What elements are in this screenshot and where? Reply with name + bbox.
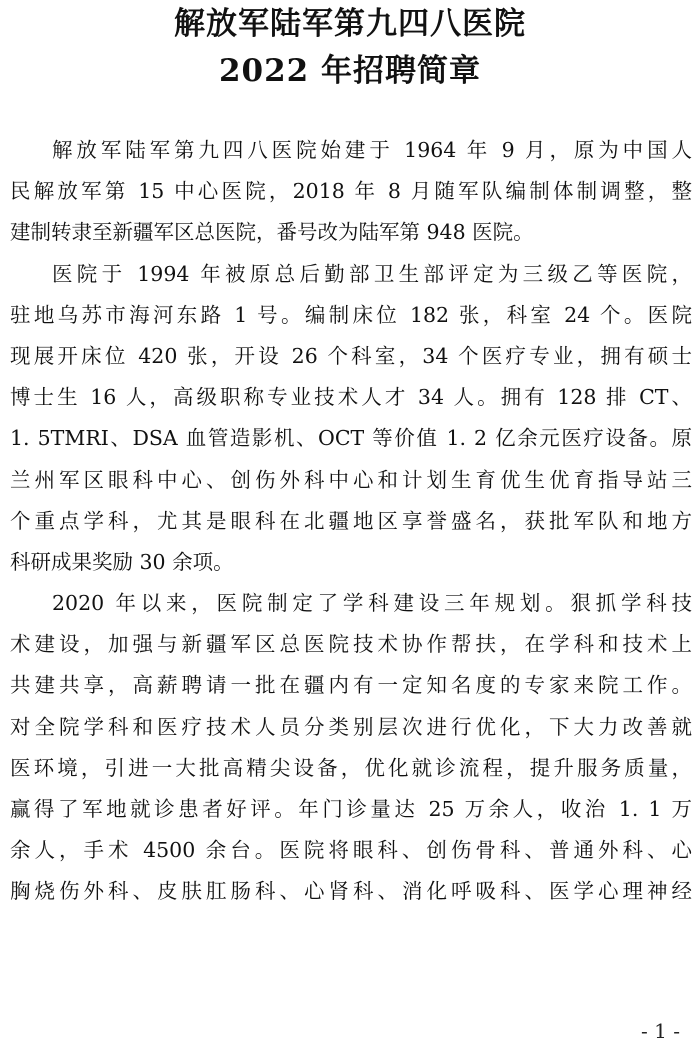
paragraph-3-line-4: 对全院学科和医疗技术人员分类别层次进行优化，下大力改善就	[10, 714, 692, 739]
page-number: - 1 -	[641, 1019, 680, 1043]
paragraph-2-line-4: 博士生 16 人，高级职称专业技术人才 34 人。拥有 128 排 CT、	[10, 385, 692, 410]
paragraph-3-line-8: 胸烧伤外科、皮肤肛肠科、心肾科、消化呼吸科、医学心理神经	[10, 879, 692, 904]
paragraph-3-line-6: 赢得了军地就诊患者好评。年门诊量达 25 万余人，收治 1. 1 万	[10, 797, 692, 821]
paragraph-1-line-2: 民解放军第 15 中心医院，2018 年 8 月随军队编制体制调整，整	[10, 179, 692, 204]
paragraph-2-line-8: 科研成果奖励 30 余项。	[10, 549, 234, 574]
paragraph-3-line-7: 余人，手术 4500 余台。医院将眼科、创伤骨科、普通外科、心	[10, 838, 692, 863]
paragraph-2-line-6: 兰州军区眼科中心、创伤外科中心和计划生育优生优育指导站三	[10, 467, 692, 492]
document-body	[10, 130, 692, 913]
paragraph-3-line-5: 医环境，引进一大批高精尖设备，优化就诊流程，提升服务质量，	[10, 755, 692, 780]
document-subtitle: 2022 年招聘简章	[218, 53, 482, 89]
paragraph-3-line-1: 2020 年以来，医院制定了学科建设三年规划。狠抓学科技	[52, 591, 692, 616]
paragraph-3-line-3: 共建共享，高薪聘请一批在疆内有一定知名度的专家来院工作。	[10, 673, 692, 698]
paragraph-2-line-1: 医院于 1994 年被原总后勤部卫生部评定为三级乙等医院，	[52, 261, 692, 286]
paragraph-1-line-3: 建制转隶至新疆军区总医院，番号改为陆军第 948 医院。	[10, 220, 534, 245]
paragraph-1-line-1: 解放军陆军第九四八医院始建于 1964 年 9 月，原为中国人	[52, 138, 692, 162]
paragraph-2-line-2: 驻地乌苏市海河东路 1 号。编制床位 182 张，科室 24 个。医院	[10, 302, 692, 327]
paragraph-3-line-2: 术建设，加强与新疆军区总医院技术协作帮扶，在学科和技术上	[10, 632, 692, 657]
paragraph-2-line-7: 个重点学科，尤其是眼科在北疆地区享誉盛名，获批军队和地方	[10, 508, 692, 533]
paragraph-2-line-5: 1. 5TMRI、DSA 血管造影机、OCT 等价值 1. 2 亿余元医疗设备。原	[10, 426, 692, 451]
document-title: 解放军陆军第九四八医院	[174, 6, 526, 42]
paragraph-2-line-3: 现展开床位 420 张，开设 26 个科室，34 个医疗专业，拥有硕士	[10, 343, 692, 368]
